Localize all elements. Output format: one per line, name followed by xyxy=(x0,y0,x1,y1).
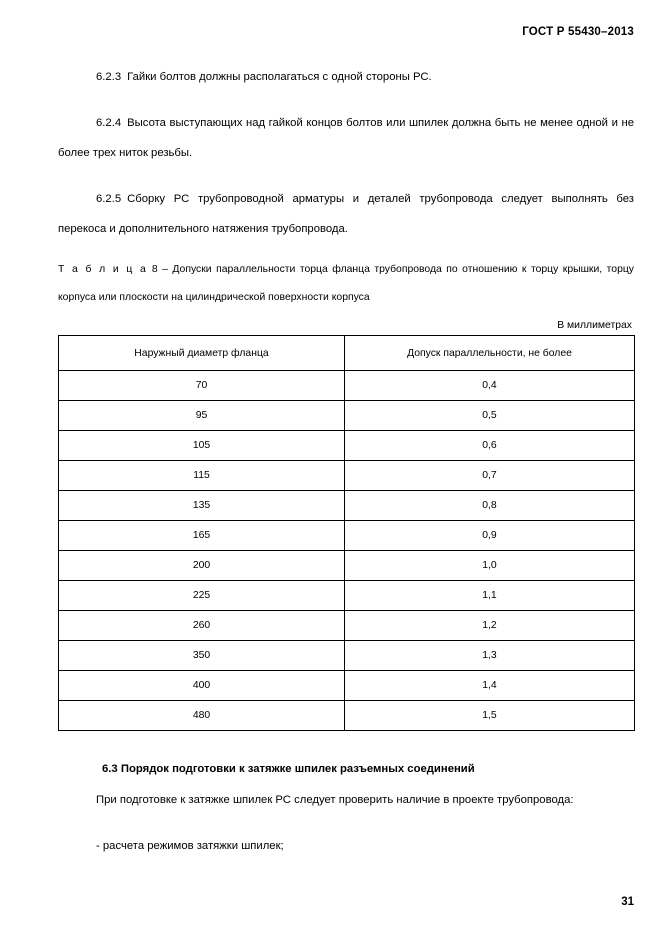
paragraph-number: 6.2.5 xyxy=(96,193,122,205)
column-header-parallelism-tolerance: Допуск параллельности, не более xyxy=(345,336,635,371)
page-header: ГОСТ Р 55430–2013 xyxy=(522,26,634,38)
table-caption-number: 8 xyxy=(151,264,158,275)
table-caption-text: Допуски параллельности торца фланца трубопровода по отношению к торцу крышки, торцу корпуса или плоскости на цилиндрической поверхности корпуса xyxy=(58,264,634,303)
cell-tolerance: 1,3 xyxy=(345,641,635,671)
table-row xyxy=(59,551,635,581)
cell-diameter: 95 xyxy=(59,401,345,431)
document-body xyxy=(58,62,634,861)
table-row xyxy=(59,371,635,401)
section-list-item: - расчета режимов затяжки шпилек; xyxy=(96,840,284,852)
cell-diameter: 200 xyxy=(59,551,345,581)
cell-tolerance: 0,4 xyxy=(345,371,635,401)
table-row xyxy=(59,671,635,701)
section-title: Порядок подготовки к затяжке шпилек разъемных соединений xyxy=(120,763,475,775)
cell-diameter: 115 xyxy=(59,461,345,491)
table-row xyxy=(59,491,635,521)
table-header-row xyxy=(59,336,635,371)
cell-tolerance: 1,4 xyxy=(345,671,635,701)
table-caption xyxy=(58,256,634,312)
cell-diameter: 260 xyxy=(59,611,345,641)
cell-tolerance: 0,7 xyxy=(345,461,635,491)
table-row xyxy=(59,701,635,731)
paragraph-number: 6.2.4 xyxy=(96,117,122,129)
table-row xyxy=(59,431,635,461)
table-row xyxy=(59,581,635,611)
cell-diameter: 165 xyxy=(59,521,345,551)
cell-diameter: 70 xyxy=(59,371,345,401)
cell-tolerance: 0,9 xyxy=(345,521,635,551)
table-row xyxy=(59,611,635,641)
spacer xyxy=(58,168,634,184)
section-body-paragraph: При подготовке к затяжке шпилек РС следует проверить наличие в проекте трубопровода: xyxy=(96,794,574,806)
cell-diameter: 135 xyxy=(59,491,345,521)
table-row xyxy=(59,641,635,671)
paragraph-6-2-5 xyxy=(58,184,634,244)
paragraph-text: Высота выступающих над гайкой концов болтов или шпилек должна быть не менее одной и не более трех ниток резьбы. xyxy=(58,117,634,159)
table-caption-label: Т а б л и ц а xyxy=(58,264,148,275)
cell-diameter: 105 xyxy=(59,431,345,461)
table-units-note: В миллиметрах xyxy=(557,320,632,331)
cell-tolerance: 0,6 xyxy=(345,431,635,461)
table-row xyxy=(59,401,635,431)
page-number: 31 xyxy=(621,896,634,908)
cell-tolerance: 1,1 xyxy=(345,581,635,611)
section-number: 6.3 xyxy=(102,763,118,775)
cell-diameter: 400 xyxy=(59,671,345,701)
cell-diameter: 480 xyxy=(59,701,345,731)
table-row xyxy=(59,521,635,551)
table-caption-dash: – xyxy=(162,264,168,275)
column-header-flange-diameter: Наружный диаметр фланца xyxy=(59,336,345,371)
spacer xyxy=(58,815,634,831)
paragraph-6-2-4 xyxy=(58,108,634,168)
paragraph-6-2-3 xyxy=(58,62,634,92)
cell-tolerance: 0,8 xyxy=(345,491,635,521)
cell-diameter: 350 xyxy=(59,641,345,671)
cell-tolerance: 1,2 xyxy=(345,611,635,641)
paragraph-text: Гайки болтов должны располагаться с одной стороны РС. xyxy=(127,71,432,83)
table-row xyxy=(59,461,635,491)
section-heading xyxy=(58,757,634,781)
paragraph-number: 6.2.3 xyxy=(96,71,122,83)
tolerance-table xyxy=(58,335,635,731)
cell-diameter: 225 xyxy=(59,581,345,611)
cell-tolerance: 1,0 xyxy=(345,551,635,581)
spacer xyxy=(58,92,634,108)
paragraph-text: Сборку РС трубопроводной арматуры и деталей трубопровода следует выполнять без перекоса и дополнительного натяжения трубопровода. xyxy=(58,193,634,235)
cell-tolerance: 0,5 xyxy=(345,401,635,431)
cell-tolerance: 1,5 xyxy=(345,701,635,731)
